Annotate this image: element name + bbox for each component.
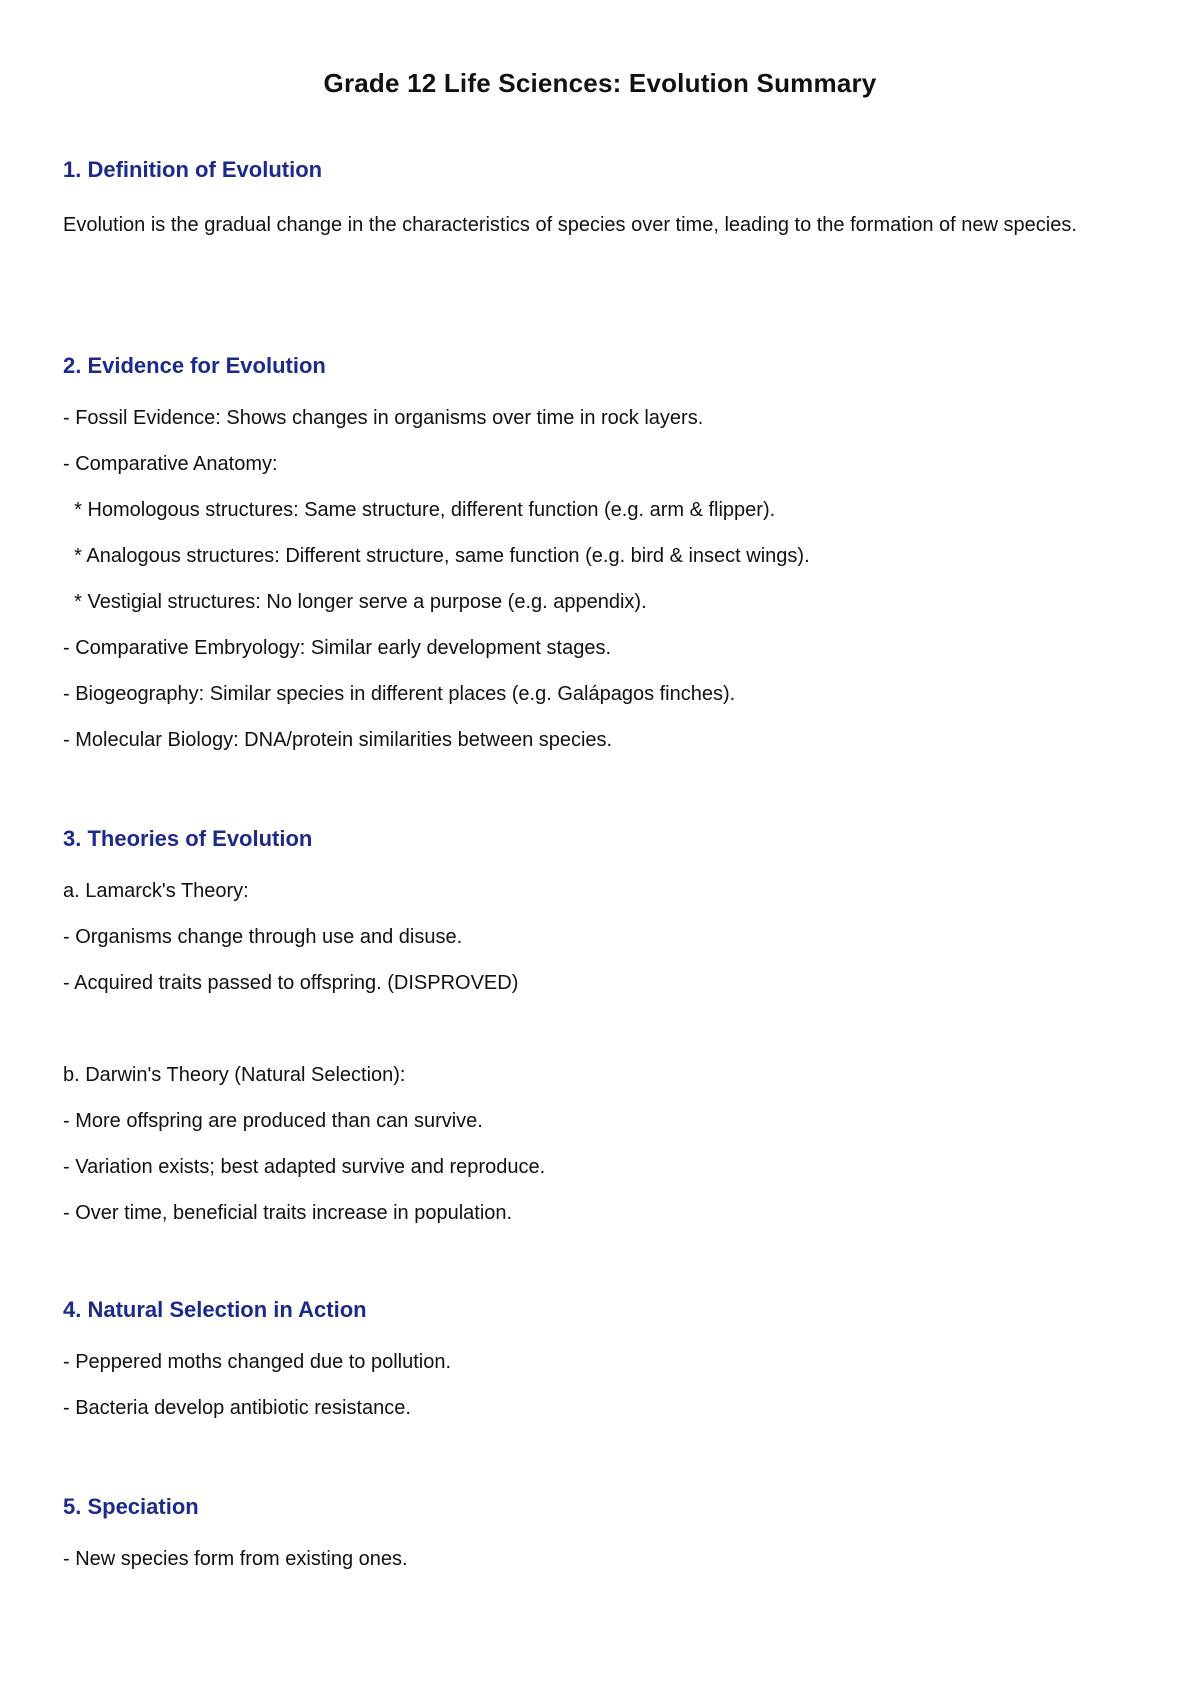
- sub-list-item: * Homologous structures: Same structure, different function (e.g. arm & flipper).: [63, 499, 776, 521]
- list-item: - Comparative Anatomy:: [63, 453, 278, 475]
- list-item: - Variation exists; best adapted survive and reproduce.: [63, 1156, 546, 1178]
- list-item: - Peppered moths changed due to pollution.: [63, 1351, 452, 1373]
- list-item: - Molecular Biology: DNA/protein similarities between species.: [63, 729, 613, 751]
- subheading-darwin: b. Darwin's Theory (Natural Selection):: [63, 1064, 406, 1086]
- list-item: - Biogeography: Similar species in different places (e.g. Galápagos finches).: [63, 683, 736, 705]
- sub-list-item: * Analogous structures: Different structure, same function (e.g. bird & insect wings).: [63, 545, 810, 567]
- list-item: - Comparative Embryology: Similar early development stages.: [63, 637, 611, 659]
- sub-list-item: * Vestigial structures: No longer serve a purpose (e.g. appendix).: [63, 591, 647, 613]
- list-item: - Organisms change through use and disuse.: [63, 926, 463, 948]
- section-heading-evidence: 2. Evidence for Evolution: [63, 353, 326, 378]
- subheading-lamarck: a. Lamarck's Theory:: [63, 880, 249, 902]
- list-item: - New species form from existing ones.: [63, 1548, 408, 1570]
- list-item: - Fossil Evidence: Shows changes in organisms over time in rock layers.: [63, 407, 704, 429]
- section-heading-theories: 3. Theories of Evolution: [63, 826, 313, 851]
- section-heading-definition: 1. Definition of Evolution: [63, 157, 323, 182]
- list-item: - Bacteria develop antibiotic resistance.: [63, 1397, 411, 1419]
- list-item: - Acquired traits passed to offspring. (DISPROVED): [63, 972, 519, 994]
- section-heading-speciation: 5. Speciation: [63, 1494, 199, 1519]
- definition-paragraph: Evolution is the gradual change in the characteristics of species over time, leading to the formation of new species.: [63, 214, 1077, 236]
- page-title: Grade 12 Life Sciences: Evolution Summary: [323, 68, 877, 98]
- list-item: - More offspring are produced than can survive.: [63, 1110, 483, 1132]
- list-item: - Over time, beneficial traits increase in population.: [63, 1202, 513, 1224]
- section-heading-natural-selection: 4. Natural Selection in Action: [63, 1297, 367, 1322]
